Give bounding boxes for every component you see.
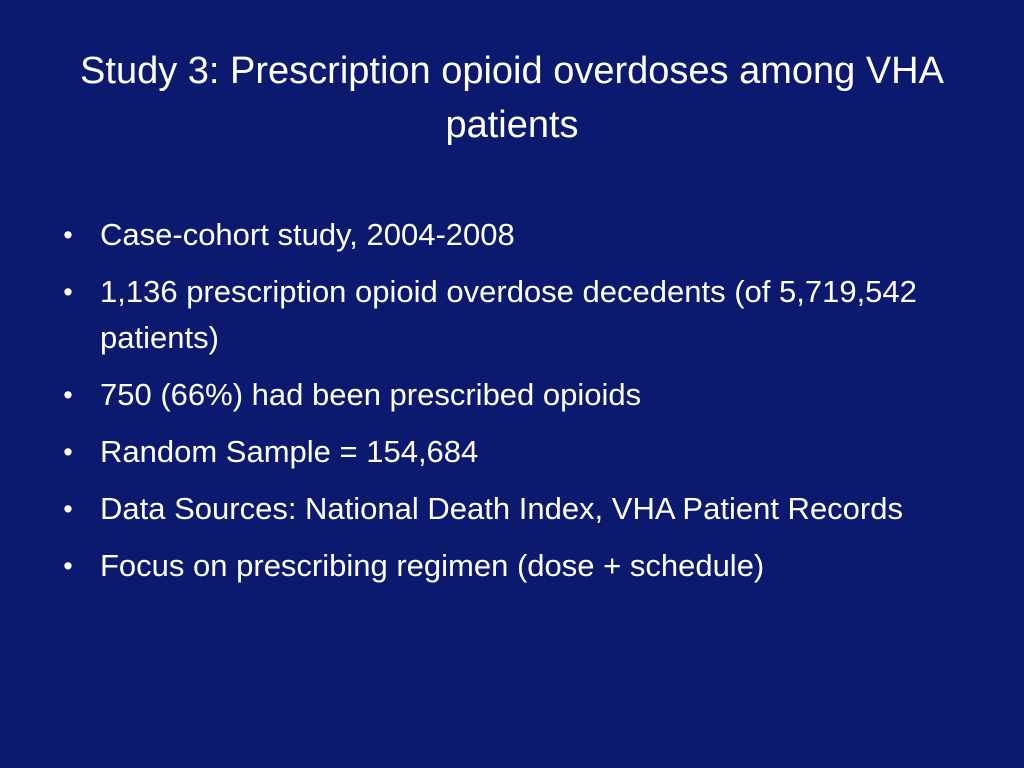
bullet-text: 750 (66%) had been prescribed opioids bbox=[100, 377, 642, 412]
bullet-item bbox=[58, 486, 928, 532]
bullet-item bbox=[58, 269, 928, 361]
bullet-text: Case-cohort study, 2004-2008 bbox=[100, 217, 515, 252]
bullet-point-icon: • bbox=[63, 437, 73, 467]
bullet-point-icon: • bbox=[63, 277, 73, 307]
bullet-item bbox=[58, 429, 928, 475]
bullet-list bbox=[58, 212, 928, 600]
bullet-item bbox=[58, 372, 928, 418]
bullet-text: Random Sample = 154,684 bbox=[100, 434, 479, 469]
bullet-text: Data Sources: National Death Index, VHA Patient Records bbox=[100, 491, 903, 526]
bullet-point-icon: • bbox=[63, 551, 73, 581]
bullet-text: 1,136 prescription opioid overdose decedents (of 5,719,542 patients) bbox=[100, 274, 917, 355]
bullet-item bbox=[58, 212, 928, 258]
bullet-point-icon: • bbox=[63, 494, 73, 524]
bullet-point-icon: • bbox=[63, 380, 73, 410]
bullet-item bbox=[58, 543, 928, 589]
bullet-point-icon: • bbox=[63, 220, 73, 250]
bullet-text: Focus on prescribing regimen (dose + schedule) bbox=[100, 548, 765, 583]
slide-title: Study 3: Prescription opioid overdoses among VHA patients bbox=[80, 50, 944, 146]
